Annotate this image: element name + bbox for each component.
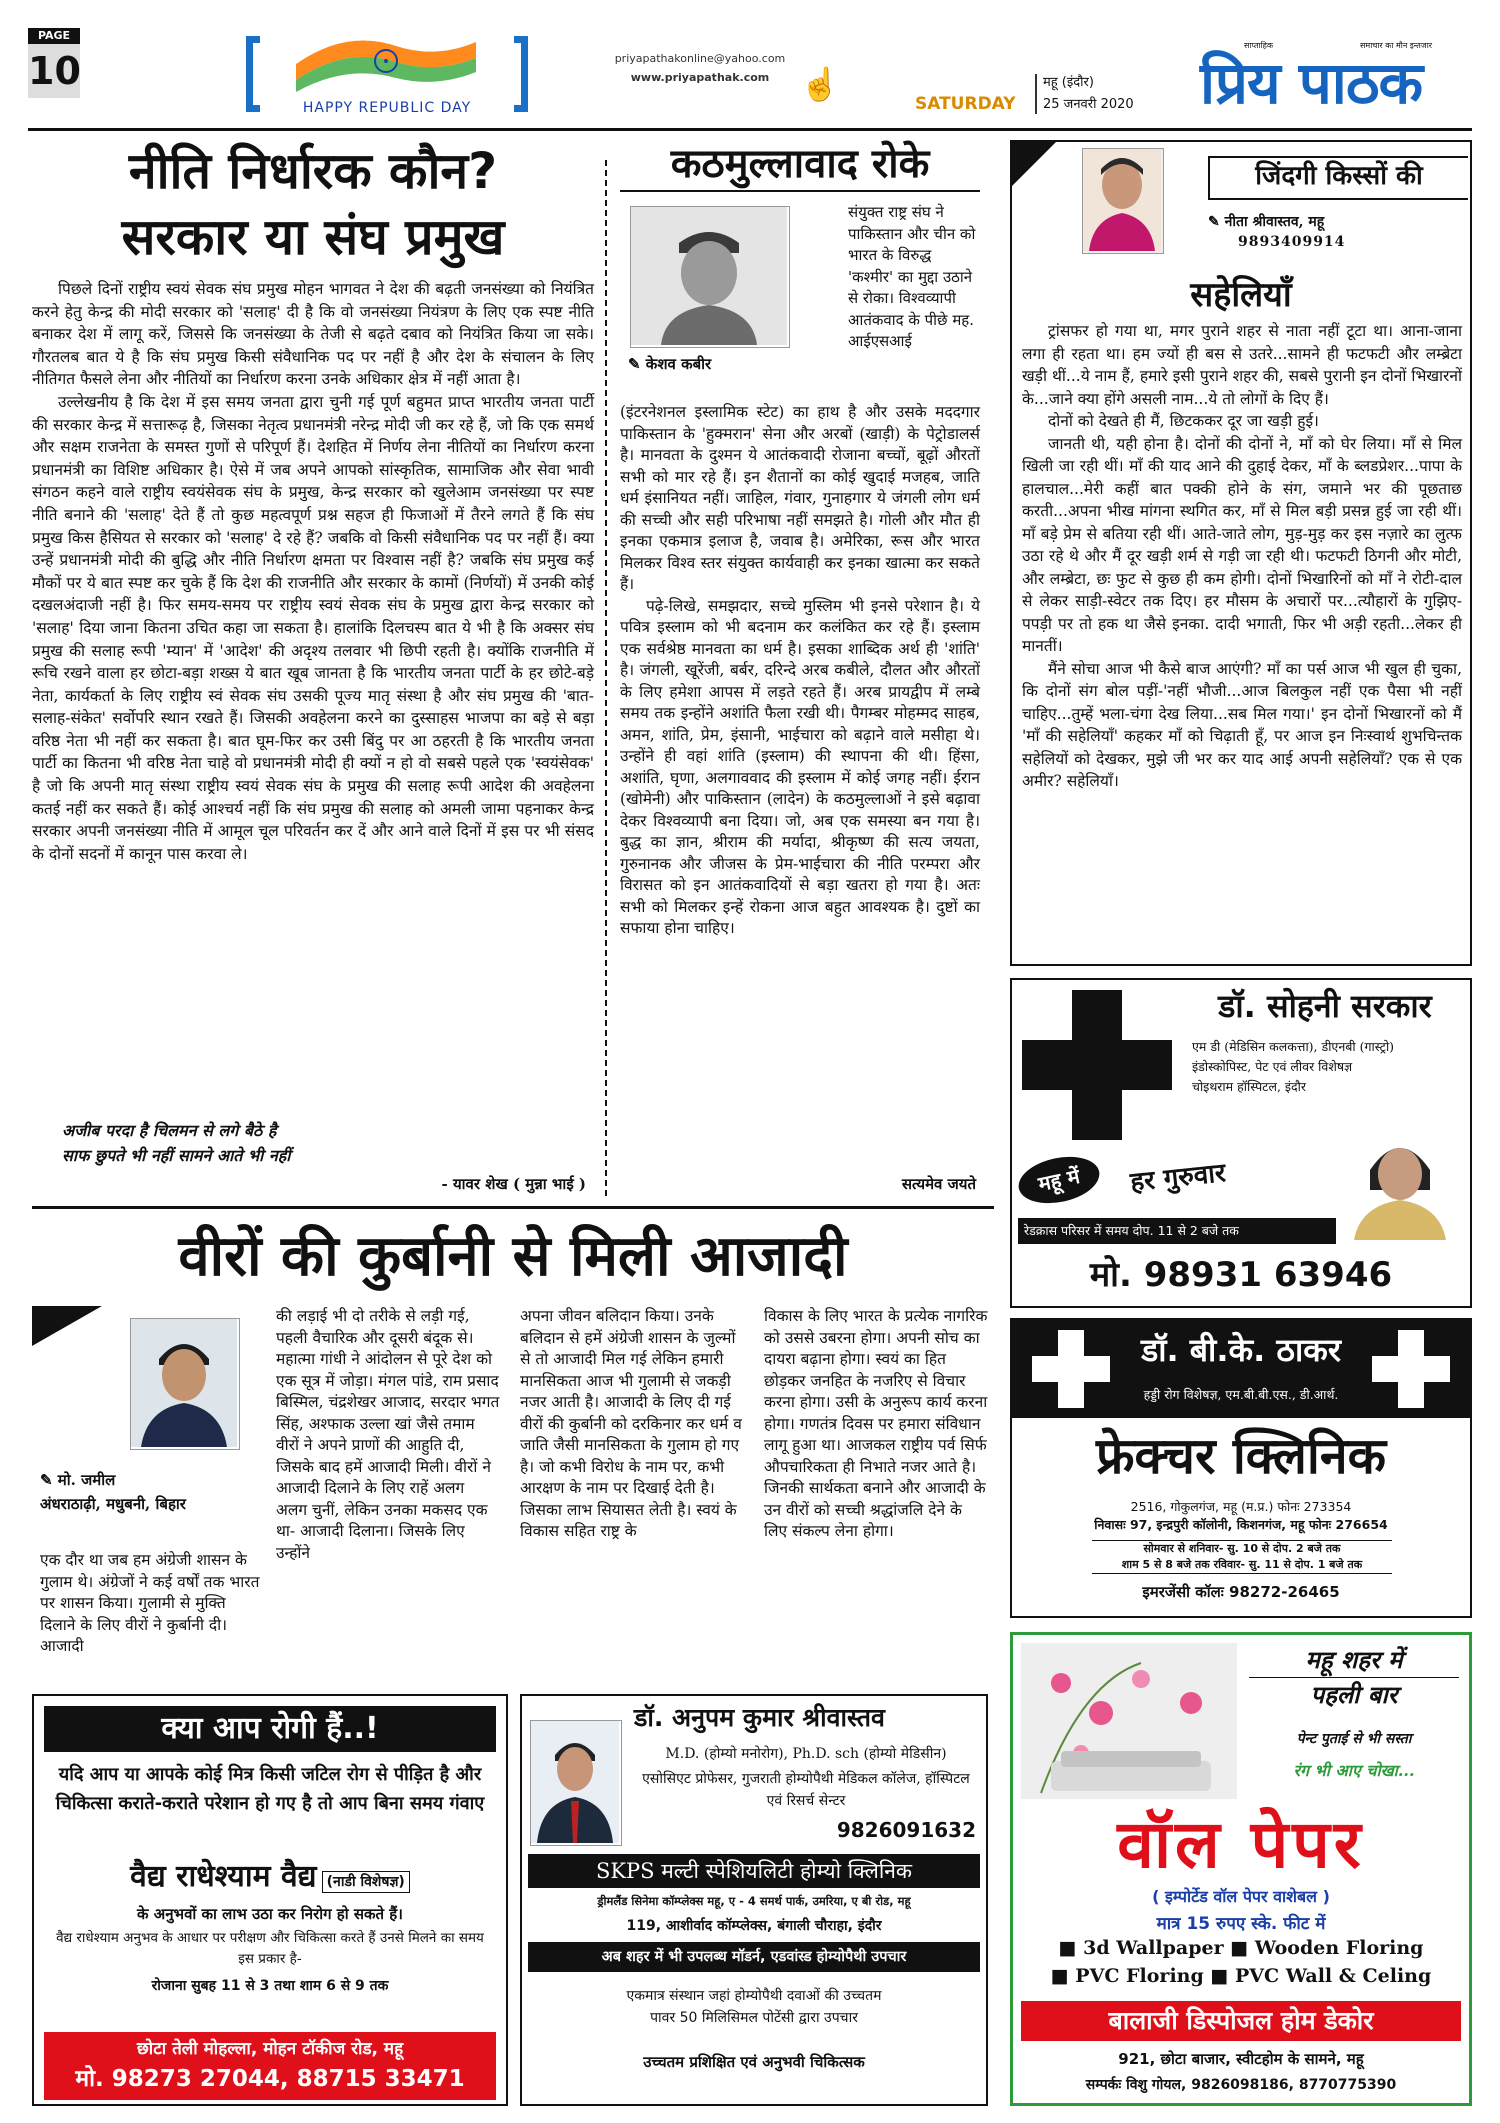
- doctor-qual2: एसोसिएट प्रोफेसर, गुजराती होम्योपैथी मेडिकल कॉलेज, हॉस्पिटल एवं रिसर्च सेन्टर: [642, 1771, 970, 1809]
- email-text: priyapathakonline@yahoo.com: [614, 52, 786, 65]
- article-title-line2: सरकार या संघ प्रमुख: [121, 208, 505, 266]
- wallpaper-items1: ■ 3d Wallpaper ■ Wooden Floring: [1058, 1937, 1424, 1959]
- author-byline: [628, 354, 711, 374]
- clinic-name: SKPS मल्टी स्पेशियलिटी होम्यो क्लिनिक: [528, 1854, 980, 1888]
- clinic-line2: पावर 50 मिलिसिमल पोटेंसी द्वारा उपचार: [650, 2010, 858, 2026]
- ad-dr-thakar: [1010, 1318, 1472, 1618]
- article-title: कठमुल्लावाद रोके: [670, 141, 930, 187]
- page-label: PAGE: [28, 28, 80, 44]
- story-title: जिंदगी किस्सों की: [1255, 161, 1423, 191]
- ad-vaidya: [32, 1694, 508, 2106]
- place-text: महू (इंदौर): [1043, 75, 1094, 90]
- wallpaper-imported: ( इम्पोर्टेड वॉल पेपर वाशेबल ): [1152, 1887, 1330, 1906]
- paragraph: पिछले दिनों राष्ट्रीय स्वयं सेवक संघ प्रमुख मोहन भागवत ने देश की बढ़ती जनसंख्या को नियंत्रित करने हेतु केन्द्र की मोदी सरकार को 'सलाह' दी है कि वो जनसंख्या नियंत्रण के लिए एक स्पष्ट नीति बनाकर देश में लागू करें, जिससे कि जनसंख्या के तेजी से बढ़ते दबाव को नियंत्रित किया जा सके। गौरतलब बात ये है कि संघ प्रमुख किसी संवैधानिक पद पर नहीं है और देश के संचालन के लिए नीतिगत फैसले लेना और नीतियों का निर्धारण करना उनके अधिकार क्षेत्र में नहीं आता है।: [32, 280, 594, 389]
- story-phone: 9893409914: [1238, 234, 1346, 250]
- mhow-badge: महू में: [1014, 1150, 1103, 1210]
- column-2: की लड़ाई भी दो तरीके से लड़ी गई, पहली वैचारिक और दूसरी बंदूक से। महात्मा गांधी ने आंदोलन से पूरे देश को एक सूत्र में जोड़ा। मंगल पांडे, राम प्रसाद बिस्मिल, चंद्रशेखर आजाद, सरदार भगत सिंह, अश्फाक उल्ला खां जैसे तमाम वीरों ने अपने प्राणों की आहुति दी, जिसके बाद हमें आजादी मिली। वीरों ने आजादी दिलाने के लिए राहें अलग अलग चुनीं, लेकिन उनका मकसद एक था- आजादी दिलाना। जिसके लिए उन्होंने: [276, 1307, 500, 1562]
- wallpaper-head2: पहली बार: [1249, 1677, 1459, 1712]
- ad-dr-anupam: [520, 1694, 988, 2106]
- ad-dr-sohni: [1010, 978, 1472, 1308]
- republic-day-text: HAPPY REPUBLIC DAY: [302, 100, 472, 116]
- vaidya-name-row: [40, 1854, 500, 1895]
- author-photo: [630, 206, 790, 348]
- timing-bar: रेडक्रास परिसर में समय दोप. 11 से 2 बजे तक: [1018, 1218, 1336, 1244]
- clinic-hours: सोमवार से शनिवार- सु. 10 से दोप. 2 बजे तक शाम 5 से 8 बजे तक रविवार- सु. 11 से दोप. 1 बजे तक: [1092, 1540, 1392, 1574]
- wallpaper-head1: महू शहर में: [1305, 1645, 1403, 1674]
- logo-text: प्रिय पाठक: [1200, 49, 1423, 117]
- doctor-name: डॉ. बी.के. ठाकर: [1141, 1331, 1341, 1369]
- couplet-line: अजीब परदा है चिलमन से लगे बैठे है: [62, 1121, 277, 1140]
- wallpaper-sub1: पेन्ट पुताई से भी सस्ता: [1296, 1731, 1412, 1747]
- doctor-name: डॉ. अनुपम कुमार श्रीवास्तव: [634, 1703, 885, 1732]
- doctor-hospital: चोइथराम हॉस्पिटल, इंदौर: [1192, 1079, 1307, 1094]
- medical-cross-icon: [1022, 990, 1172, 1140]
- couplet: [62, 1118, 290, 1168]
- ad-footer: [44, 2032, 496, 2100]
- residence-address: निवासः 97, इन्द्रपुरी कॉलोनी, किशनगंज, महू फोनः 276654: [1094, 1517, 1388, 1532]
- article-intro: संयुक्त राष्ट्र संघ ने पाकिस्तान और चीन को भारत के विरुद्ध 'कश्मीर' का मुद्दा उठाने से रोका। विश्वव्यापी आतंकवाद के पीछे मह. आईएसआई: [848, 203, 976, 350]
- republic-day-banner: [246, 32, 528, 124]
- doctor-qual1: M.D. (होम्यो मनोरोग), Ph.D. sch (होम्यो मेडिसीन): [665, 1746, 947, 1762]
- clinic-line1: एकमात्र संस्थान जहां होम्योपैथी दवाओं की उच्चतम: [626, 1988, 882, 2004]
- column-1: एक दौर था जब हम अंग्रेजी शासन के गुलाम थे। अंग्रेजों ने कई वर्षों तक भारत पर शासन किया। गुलामी से मुक्ति दिलाने के लिए वीरों ने कुर्बानी दी। आजादी: [40, 1551, 260, 1655]
- ad-line3: वैद्य राधेश्याम अनुभव के आधार पर परीक्षण और चिकित्सा करते हैं उनसे मिलने का समय इस प्रकार है-: [56, 1930, 484, 1967]
- vaidya-address: छोटा तेली मोहल्ला, मोहन टॉकीज रोड, महू: [136, 2039, 404, 2059]
- flag-icon: [286, 34, 486, 96]
- page-number: 10: [28, 44, 80, 98]
- masthead-rule: [28, 128, 1472, 131]
- ad-wallpaper: [1010, 1632, 1472, 2106]
- emergency-phone: इमरजेंसी कॉलः 98272-26465: [1142, 1583, 1340, 1601]
- date-block: [915, 70, 1135, 116]
- clinic-line3: उच्चतम प्रशिक्षित एवं अनुभवी चिकित्सक: [643, 2053, 865, 2071]
- vaidya-name: वैद्य राधेश्याम वैद्य: [130, 1859, 317, 1894]
- corner-triangle: [32, 1306, 102, 1346]
- clinic-name: फ्रेक्चर क्लिनिक: [1095, 1427, 1387, 1485]
- vaidya-phone: मो. 98273 27044, 88715 33471: [75, 2066, 465, 2092]
- bracket-right-icon: [514, 36, 528, 112]
- article-title-line1: नीति निर्धारक कौन?: [128, 142, 498, 200]
- wallpaper-head: [1249, 1643, 1459, 1712]
- vaidya-tag: (नाडी विशेषज्ञ): [322, 1871, 410, 1893]
- divider: [1035, 74, 1037, 114]
- pen-icon: ✎: [1208, 214, 1225, 230]
- article-policy-maker: [32, 138, 594, 1196]
- medical-cross-icon: [1032, 1330, 1110, 1408]
- article-freedom-title: वीरों की कुर्बानी से मिली आजादी: [178, 1224, 848, 1289]
- pen-icon: ✎: [628, 355, 646, 373]
- wallpaper-price: मात्र 15 रुपए स्के. फीट में: [1156, 1914, 1326, 1934]
- title-rule: [620, 190, 980, 192]
- page-number-block: [28, 28, 80, 112]
- doctor-name: डॉ. सोहनी सरकार: [1218, 987, 1432, 1025]
- paragraph: उल्लेखनीय है कि देश में इस समय जनता द्वारा चुनी गई पूर्ण बहुमत प्राप्त भारतीय जनता पार्टी की सरकार केन्द्र में सत्तारूढ़ है, जिसका नेतृत्व प्रधानमंत्री नरेन्द्र मोदी जी कर रहे हैं, जो कि एक समर्थ और सक्षम राजनेता के समस्त गुणों से परिपूर्ण हैं। देशहित में निर्णय लेना नीतियों का निर्धारण करना प्रधानमंत्री का विशिष्ट अधिकार है। ऐसे में जब अपने आपको सांस्कृतिक, सामाजिक और सेवा भावी संगठन कहने वाले राष्ट्रीय स्वयंसेवक संघ के प्रमुख, केन्द्र सरकार को खुलेआम जनसंख्या पर स्पष्ट नीति बनाने की 'सलाह' देते हैं तो कुछ महत्वपूर्ण प्रश्न सहज ही फिजाओं में तैरने लगते हैं कि संघ प्रमुख किस हैसियत से सरकार को 'सलाह' दे रहे हैं? जबकि वो किसी संवैधानिक पद पर नहीं हैं। क्या उन्हें प्रधानमंत्री मोदी की बुद्धि और नीति निर्धारण क्षमता पर विश्वास नहीं है? जबकि संघ प्रमुख कई मौकों पर ये बात स्पष्ट कर चुके हैं कि देश की राजनीति और सरकार के कामों (निर्णयों) में उनकी कोई दखलअंदाजी नहीं है। फिर समय-समय पर राष्ट्रीय स्वयं सेवक संघ के प्रमुख द्वारा केन्द्र सरकार को 'सलाह' दिया जाना कितना उचित कहा जा सकता है। हालांकि दिलचस्प बात ये भी है कि अक्सर संघ प्रमुख की सलाह रूपी 'म्यान' में 'आदेश' की अदृश्य तलवार भी छिपी रहती है। क्योंकि राजनीति में रूचि रखने वाला हर छोटा-बड़ा शख्स ये बात खूब जानता है कि भारतीय जनता पार्टी के हर छोटे-बड़े नेता, कार्यकर्ता के लिए राष्ट्रीय स्वं सेवक संघ उसकी पूज्य मातृ संस्था है और संघ प्रमुख की 'बात-सलाह-संकेत' सर्वोपरि स्थान रखते हैं। जिसकी अवहेलना करने का दुस्साहस भाजपा का बड़े से बड़ा वरिष्ठ नेता भी नहीं कर सकता है। बात घूम-फिर कर उसी बिंदु पर आ ठहरती है कि भारतीय जनता पार्टी का कितना भी वरिष्ठ नेता चाहे वो प्रधानमंत्री मोदी ही क्यों न हो वो सबसे पहले एक 'स्वयंसेवक' है जो कि अपनी मातृ संस्था राष्ट्रीय स्वयं सेवक संघ के प्रमुख की सलाह रूपी आदेश की अवहेलना कतई नहीं कर सकते हैं। कोई आश्चर्य नहीं कि संघ प्रमुख की सलाह को अमली जामा पहनाकर केन्द्र सरकार अपनी जनसंख्या नीति में आमूल चूल परिवर्तन कर दें और आने वाले दिनों में इस पर भी संसद के दोनों सदनों में कानून पास करवा ले।: [32, 392, 594, 863]
- wallpaper-title: वॉल पेपर: [1117, 1806, 1365, 1883]
- paragraph: (इंटरनेशनल इस्लामिक स्टेट) का हाथ है और उसके मददगार पाकिस्तान के 'हुक्मरान' सेना और अरबों (खाड़ी) के पेट्रोडालर्स है। मानवता के दुश्मन ये आतंकवादी रोजाना बच्चों, बूढ़ों औरतों सभी को मार रहे हैं। इन शैतानों का कोई खुदाई मजहब, जाति धर्म इंसानियत नहीं। जाहिल, गंवार, गुनाहगार ये जंगली लोग धर्म की सच्ची और सही परिभाषा नहीं समझते है। गोली और मौत ही इनका एकमात्र इलाज है, जवाब है। अमेरिका, रूस और भारत मिलकर विश्व स्तर संयुक्त कार्यवाही कर इनका खात्मा कर सकते हैं।: [620, 403, 980, 593]
- column-divider: [605, 160, 607, 1196]
- ad-line4: रोजाना सुबह 11 से 3 तथा शाम 6 से 9 तक: [151, 1978, 389, 1994]
- newspaper-logo: [1200, 40, 1480, 126]
- paragraph: मैंने सोचा आज भी कैसे बाज आएंगी? माँ का पर्स आज भी खुल ही चुका, कि दोनों संग बोल पड़ीं-'नहीं भौजी...आज बिलकुल नहीं एक पैसा भी नहीं चाहिए...तुम्हें भला-चंगा देख लिया...सब मिल गया।' इन दोनों भिखारनों को मैं 'माँ की सहेलियाँ' कहकर माँ को चिढ़ाती हूँ, पर आज इन निःस्वार्थ शुभचिन्तक सहेलियों को देखकर, मुझे जी भर कर याद आई अपनी सहेलियाँ? एक से एक अमीर? सहेलियाँ।: [1022, 659, 1462, 790]
- flower-wallpaper-icon: [1021, 1643, 1237, 1799]
- doctor-qual: एम डी (मेडिसिन कलकत्ता), डीएनबी (गास्ट्रो): [1192, 1039, 1395, 1054]
- wallpaper-shop: बालाजी डिस्पोजल होम डेकोर: [1021, 2001, 1461, 2041]
- ad-line1: यदि आप या आपके कोई मित्र किसी जटिल रोग से पीड़ित है और चिकित्सा कराते-कराते परेशान हो गए है तो आप बिना समय गंवाए: [55, 1764, 485, 1814]
- wallpaper-items2: ■ PVC Floring ■ PVC Wall & Celing: [1050, 1965, 1432, 1987]
- wallpaper-contact: सम्पर्कः विशु गोयल, 9826098186, 8770775390: [1085, 2077, 1397, 2093]
- thakar-header: [1012, 1320, 1470, 1418]
- clinic-addr1: ड्रीमलैंड सिनेमा कॉम्प्लेक्स महू, ए - 4 समर्थ पार्क, उमरिया, ए बी रोड, महू: [597, 1894, 911, 1908]
- story-title-box: [1208, 156, 1468, 200]
- couplet-line: साफ छुपते भी नहीं सामने आते भी नहीं: [62, 1146, 291, 1165]
- author-photo: [130, 1318, 240, 1450]
- article-body: [32, 278, 594, 865]
- wallpaper-sample-image: [1021, 1643, 1237, 1799]
- corner-triangle: [1012, 142, 1056, 186]
- story-subtitle: सहेलियाँ: [1190, 275, 1292, 315]
- thursday-text: हर गुरुवार: [1128, 1158, 1228, 1198]
- column-3: अपना जीवन बलिदान किया। उनके बलिदान से हमें अंग्रेजी शासन के जुल्मों से तो आजादी मिल गई लेकिन हमारी मानसिकता आज भी गुलामी से जकड़ी नजर आती है। आजादी के लिए दी गई वीरों की कुर्बानी को दरकिनार कर धर्म व जाति जैसी मानसिकता के गुलाम हो गए है। जो कभी विरोध के नाम पर, कभी आरक्षण के नाम पर दिखाई देती है। जिसका लाभ सियासत लेती है। स्वयं के विकास सहित राष्ट्र के: [520, 1307, 742, 1540]
- clinic-addr2: 119, आशीर्वाद कॉम्प्लेक्स, बंगाली चौराहा, इंदौर: [626, 1918, 882, 1934]
- author-portrait-icon: [631, 207, 787, 345]
- bracket-left-icon: [246, 36, 260, 112]
- paragraph: दोनों को देखते ही मैं, छिटककर दूर जा खड़ी हुई।: [1048, 412, 1319, 430]
- doctor-qual: हड्डी रोग विशेषज्ञ, एम.बी.बी.एस., डी.आर्थ.: [1143, 1387, 1339, 1402]
- author-name: केशव कबीर: [645, 355, 712, 373]
- author-place: अंधराठाढ़ी, मधुबनी, बिहार: [40, 1495, 186, 1513]
- day-text: SATURDAY: [915, 94, 1016, 114]
- ad-title: क्या आप रोगी हैं..!: [44, 1706, 496, 1752]
- clinic-address: 2516, गोकुलगंज, महू (म.प्र.) फोनः 273354: [1130, 1499, 1352, 1514]
- article-body: [620, 402, 980, 940]
- section-rule: [32, 1206, 994, 1209]
- story-author: ✎ नीता श्रीवास्तव, महू: [1208, 214, 1325, 230]
- author-portrait-icon: [1083, 149, 1161, 251]
- story-header-bar: [1012, 142, 1470, 208]
- logo-tagline-small: साप्ताहिक: [1244, 41, 1274, 50]
- doctor-phone: 9826091632: [836, 1818, 976, 1842]
- medical-cross-icon: [1372, 1330, 1450, 1408]
- column-4: विकास के लिए भारत के प्रत्येक नागरिक को उससे उबरना होगा। अपनी सोच का दायरा बढ़ाना होगा। स्वयं का हित छोड़कर जनहित के नजरिए से विचार करना होगा। उसी के अनुरूप कार्य करना होगा। गणतंत्र दिवस पर हमारा संविधान लागू हुआ था। आजकल राष्ट्रीय पर्व सिर्फ औपचारिकता ही निभाते नजर आते है। जिनकी सार्थकता बनाने और आजादी के उन वीरों को सच्ची श्रद्धांजलि देने के लिए संकल्प लेना होगा।: [764, 1307, 988, 1540]
- wallpaper-address: 921, छोटा बाजार, स्वीटहोम के सामने, महू: [1118, 2050, 1364, 2068]
- clinic-banner: अब शहर में भी उपलब्ध मॉडर्न, एडवांस्ड होम्योपैथी उपचार: [528, 1942, 980, 1972]
- paragraph: पढ़े-लिखे, समझदार, सच्चे मुस्लिम भी इनसे परेशान है। ये पवित्र इस्लाम को भी बदनाम कर कलंकित कर रहे हैं। इस्लाम एक सर्वश्रेष्ठ मानवता का धर्म है। इसका शाब्दिक अर्थ ही 'शांति' है। जंगली, खूरेंजी, बर्बर, दरिन्दे अरब कबीले, दौलत और औरतों के लिए हमेशा आपस में लड़ते रहते हैं। अरब प्रायद्वीप में लम्बे समय तक इन्होंने अशांति फैला रखी थी। पैगम्बर मोहम्मद साहब, अमन, शांति, प्रेम, इंसानी, भाईचारा को बढ़ाने वाले मसीहा थे। उन्होंने ही वहां शांति (इस्लाम) की स्थापना की थी। हिंसा, अशांति, घृणा, अलगाववाद की इस्लाम में कोई जगह नहीं। ईरान (खोमेनी) और पाकिस्तान (लादेन) के कठमुल्लाओं ने इसे बढ़ावा देकर विश्वव्यापी बना दिया। जो, अब एक समस्या बन गया है। बुद्ध का ज्ञान, श्रीराम की मर्यादा, श्रीकृष्ण की सत्य जयता, गुरुनानक और जीजस के प्रेम-भाईचारा की नीति परम्परा और विरासत को इन आतंकवादियों से बड़ा खतरा हो गया है। अतः सभी को मिलकर इन्हें रोकना आज बहुत आवश्यक है। दुष्टों का सफाया होना चाहिए।: [620, 596, 980, 937]
- doctor-photo: [530, 1720, 622, 1846]
- pen-icon: ✎: [40, 1471, 58, 1489]
- doctor-photo: [1340, 1120, 1460, 1240]
- wallpaper-sub2: रंग भी आए चोखा...: [1293, 1761, 1415, 1780]
- doctor-portrait-icon: [531, 1721, 619, 1843]
- pointer-hand-icon: ☝: [800, 65, 840, 103]
- doctor-phone: मो. 98931 63946: [1089, 1255, 1393, 1295]
- website-link[interactable]: www.priyapathak.com: [630, 71, 770, 84]
- contact-block: [600, 52, 800, 92]
- paragraph: जानती थी, यही होना है। दोनों की दोनों ने, माँ को घेर लिया। माँ से मिल खिली जा रही थीं। माँ की याद आने की दुहाई देकर, माँ के ब्लडप्रेशर...पापा के हालचाल...मेरी कहीं बात पक्की होने के संग, जमाने भर की पूछताछ करती...अपना भीख मांगना स्थगित कर, माँ से मिल बड़ी प्रसन्न हुई जा रही थीं। माँ बड़े प्रेम से बतिया रही थीं। आते-जाते लोग, मुड़-मुड़ कर इस नज़ारे का लुत्फ उठा रहे थे और मैं दूर खड़ी शर्म से गड़ी जा रही थी। फटफटी ठिगनी और मोटी, और लम्ब्रेटा, छः फुट से कुछ ही कम होगी। दोनों भिखारिनों को माँ ने रोटी-दाल से लेकर साड़ी-स्वेटर तक दिए। हर मौसम के अचारों पर...त्यौहारों के गुझिए-पपड़ी पर तो हक था जैसे इनका. दादी भगाती, फिर भी अड़ी रहती...लेकर ही मानतीं।: [1022, 434, 1462, 655]
- story-body: [1022, 320, 1462, 793]
- doctor-spec: इंडोस्कोपिस्ट, पेट एवं लीवर विशेषज्ञ: [1192, 1059, 1353, 1074]
- author-portrait-icon: [131, 1319, 237, 1447]
- ad-line2: के अनुभवों का लाभ उठा कर निरोग हो सकते हैं।: [137, 1905, 403, 1923]
- article-freedom: [32, 1306, 994, 1676]
- article-author: - यावर शेख ( मुन्ना भाई ): [441, 1175, 586, 1193]
- doctor-portrait-icon: [1340, 1120, 1460, 1240]
- date-text: 25 जनवरी 2020: [1043, 97, 1134, 112]
- author-name: ✎ मो. जमील: [40, 1471, 116, 1489]
- logo-tagline-right: समाचार का मौन इन्तजार: [1360, 41, 1433, 50]
- author-photo: [1082, 148, 1164, 254]
- article-life-stories: [1010, 140, 1472, 966]
- article-signoff: सत्यमेव जयते: [901, 1175, 976, 1193]
- article-fanaticism: [620, 138, 980, 1196]
- paragraph: ट्रांसफर हो गया था, मगर पुराने शहर से नाता नहीं टूटा था। आना-जाना लगा ही रहता था। हम ज्यों ही बस से उतरे...सामने ही फटफटी और लम्ब्रेटा खड़ी थीं...ये नाम हैं, हमारे इसी पुराने शहर की, सबसे पुरानी इन दोनों भिखारनों के...जाने क्या होंगे असली नाम...ये तो लोगों के दिए हैं।: [1022, 322, 1462, 408]
